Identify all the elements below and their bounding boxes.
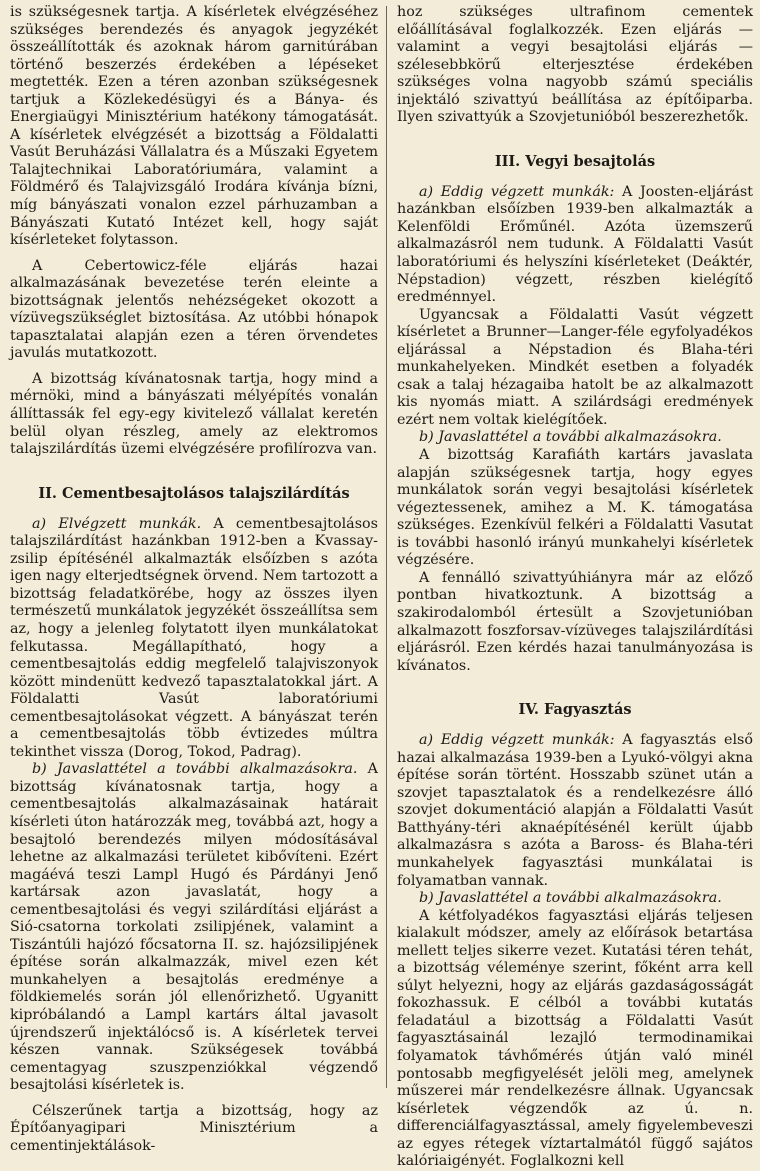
subsection-label-text: b) Javaslattétel a további alkalmazásokra. (419, 429, 722, 446)
paragraph: A kétfolyadékos fagyasztási eljárás teljesen kialakult módszer, amely az előírások betartása mellett teljes sikerre vezet. Kutatási téren tehát, a bizottság véleménye szerint, főként arra kell súlyt helyezni, hogy az eljárás gazdaságosságát fokozhassuk. E célból a további kutatás feladatául a bizottság a Földalatti Vasút fagyasztásainál lezajló termodinamikai folyamatok távhőmérés útján való minél pontosabb megfigyelését jelöli meg, amelynek műszerei már rendelkezésre állnak. Ugyancsak kísérletek végzendők az ú. n. differenciálfagyasztással, amely figyelembeveszi az egyes rétegek víztartalmától függő sajátos kalóriaigényét. Foglalkozni kell (397, 907, 753, 1170)
paragraph: A bizottság Karafiáth kartárs javaslata alapján szükségesnek tartja, hogy egyes munkálatok során vegyi besajtolási kísérletek végeztessenek, amihez a M. K. támogatása szükséges. Ezenkívül felkéri a Földalatti Vasutat is további hasonló irányú munkahelyi kísérletek végzésére. (397, 447, 753, 569)
subsection-label (397, 429, 753, 447)
paragraph: A Cebertowicz-féle eljárás hazai alkalmazásának bevezetése terén eleinte a bizottságnak jelentős nehézségeket okozott a vízüvegszükséglet biztosítása. Az utóbbi hónapok tapasztalatai alapján ezen a téren örvendetes javulás mutatkozott. (10, 257, 378, 362)
paragraph: Ugyancsak a Földalatti Vasút végzett kísérletet a Brunner—Langer-féle egyfolyadékos eljárással a Népstadion és Blaha-téri munkahelyeken. Mindkét esetben a folyadék csak a talaj hézagaiba hatolt be az alkalmazott kis nyomás miatt. A szilárdsági eredmények ezért nem voltak kielégítőek. (397, 306, 753, 428)
subsection-label: a) Eddig végzett munkák: (419, 732, 615, 749)
paragraph: hoz szükséges ultrafinom cementek előállításával foglalkozzék. Ezen eljárás — valamint a vegyi besajtolási eljárás — szélesebbkörű elterjesztése érdekében szükséges volna nagyobb számú speciális injektáló szivattyú beállítása az építőiparba. Ilyen szivattyúk a Szovjetunióból beszerezhetők. (397, 4, 753, 126)
paragraph-text: A Joosten-eljárást hazánkban elsőízben 1939-ben alkalmazták a Kelenföldi Erőműnél. Azóta üzemszerű alkalmazásról nem tudunk. A Földalatti Vasút laboratóriumi és helyszíni kísérleteket (Deáktér, Népstadion) végzett, részben kielégítő eredménnyel. (397, 183, 754, 306)
section-heading-cement: II. Cementbesajtolásos talajszilárdítás (38, 484, 350, 502)
subsection-label-text: b) Javaslattétel a további alkalmazásokra. (419, 890, 722, 907)
section-heading-freezing: IV. Fagyasztás (518, 701, 632, 719)
subsection-label: b) Javaslattétel a további alkalmazásokra. (32, 761, 358, 778)
subsection-label: a) Eddig végzett munkák: (419, 183, 615, 200)
subsection-label: a) Elvégzett munkák. (32, 515, 202, 532)
subsection-label (397, 890, 753, 908)
column-divider (386, 6, 387, 1088)
paragraph (10, 516, 378, 762)
paragraph: is szükségesnek tartja. A kísérletek elvégzéséhez szükséges berendezés és anyagok jegyzékét összeállították és azoknak három garnitúrában történő beszerzés érdekében a lépéseket megtették. Ezen a téren azonban szükségesnek tartjuk a Közlekedésügyi és a Bánya- és Energiaügyi Minisztérium hatékony támogatását. A kísérletek elvégzését a bizottság a Földalatti Vasút Beruházási Vállalatra és a Műszaki Egyetem Talajtechnikai Laboratóriumára, valamint a Földmérő és Talajvizsgáló Irodára kívánja bízni, míg bányászati vonalon ezzel párhuzamban a Bányászati Kutató Intézet kell, hogy saját kísérleteket folytasson. (10, 4, 378, 249)
paragraph: A fennálló szivattyúhiányra már az előző pontban hivatkoztunk. A bizottság a szakirodalomból értesült a Szovjetunióban alkalmazott foszforsav-vízüveges talajszilárdítási eljárásról. Ezen kérdés hazai tanulmányozása is kívánatos. (397, 569, 753, 674)
section-heading-chemical: III. Vegyi besajtolás (494, 152, 656, 170)
paragraph-text: A fagyasztás első hazai alkalmazása 1939-ben a Lyukó-völgyi akna építése során történt. Hosszabb szünet után a szovjet tapasztalatok és a rendelkezésre álló szovjet dokumentáció alapján a Földalatti Vasút Batthyány-téri aknaépítésénél került újabb alkalmazásra s azóta a Baross- és Blaha-téri munkahelyek fagyasztási munkálatai is folyamatban vannak. (397, 732, 753, 889)
right-column (397, 4, 754, 1170)
paragraph-text: A bizottság kívánatosnak tartja, hogy a cementbesajtolás alkalmazásainak határait kísérleti úton határozzák meg, továbbá azt, hogy a besajtoló berendezés milyen módosításával lehetne az alkalmazási területet kibővíteni. Ezért magáévá teszi Lampl Hugó és Párdányi Jenő kartársak azon javaslatát, hogy a cementbesajtolási és vegyi szilárdítási eljárást a Sió-csatorna torkolati zsilipjének, valamint a Tiszántúli hajózó főcsatorna II. sz. hajózsilipjének építése során alkalmazzák, mivel ezen két munkahelyen a besajtolás eredménye a földkiemelés során jól ellenőrizhető. Ugyanitt kipróbálandó a Lampl kartárs által javasolt újrendszerű injektálócső is. A kísérletek tervei készen vannak. Szükségesek továbbá cementagyag szuszpenziókkal végzendő besajtolási kísérletek is. (10, 761, 378, 1094)
paragraph: Célszerűnek tartja a bizottság, hogy az Építőanyagipari Minisztérium a cementinjektálások- (10, 1102, 378, 1154)
paragraph (397, 184, 753, 307)
paragraph: A bizottság kívánatosnak tartja, hogy mind a mérnöki, mind a bányászati mélyépítés vonalán állíttassák fel egy-egy kivitelező vállalat keretén belül olyan részleg, amely az elektromos talajszilárdítás üzemi elvégzésére profilírozva van. (10, 370, 378, 458)
paragraph-text: A cementbesajtolásos talajszilárdítást hazánkban 1912-ben a Kvassay-zsilip építésénél alkalmazták elsőízben s azóta igen nagy elterjedtségnek örvend. Nem tartozott a bizottság feladatkörébe, hogy az összes ilyen természetű munkálatok jegyzékét összeállítsa sem az, hogy a jelenleg folytatott ilyen munkálatokat felkutassa. Megállapítható, hogy a cementbesajtolás eddig megfelelő talajviszonyok között mindenütt kedvező tapasztalatokkal járt. A Földalatti Vasút laboratóriumi cementbesajtolásokat végzett. A bányászat terén a cementbesajtolás több évtizedes múltra tekinthet vissza (Dorog, Tokod, Padrag). (10, 515, 378, 760)
paragraph (397, 732, 753, 890)
paragraph (10, 761, 378, 1094)
left-column (10, 4, 378, 1154)
